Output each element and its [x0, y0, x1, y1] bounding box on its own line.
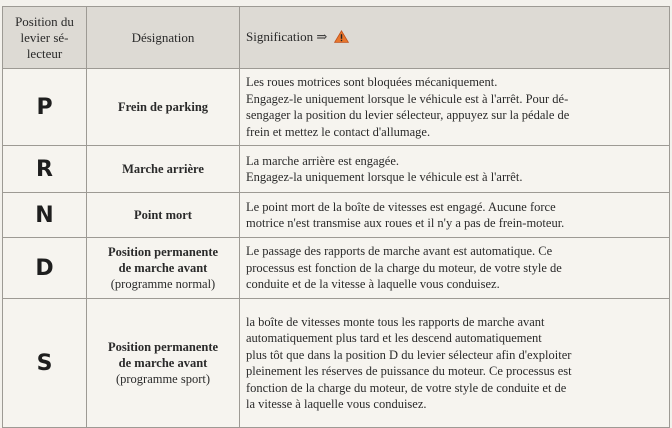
signification-line: motrice n'est transmise aux roues et il n'y a pas de frein-moteur. — [246, 216, 565, 230]
warning-triangle-icon — [334, 30, 349, 47]
header-position-line2: levier sé- — [20, 29, 69, 45]
table-row — [3, 69, 670, 146]
signification-line: processus est fonction de la charge du moteur, de votre style de — [246, 260, 562, 275]
signification-line: Les roues motrices sont bloquées mécaniquement. — [246, 75, 498, 89]
table-row — [3, 193, 670, 238]
signification-line: Engagez-le uniquement lorsque le véhicule est à l'arrêt. Pour dé- — [246, 91, 569, 106]
designation-line: Position permanente — [107, 340, 219, 354]
header-position — [3, 7, 87, 69]
header-signification-label: Signification — [246, 28, 314, 44]
designation-line: Position permanente — [107, 245, 219, 259]
designation-marche-avant-normal — [87, 238, 240, 299]
signification-line: pleinement les réserves de puissance du moteur. Ce processus est — [246, 364, 572, 378]
signification-cell — [240, 146, 670, 193]
header-designation: Désignation — [87, 7, 240, 69]
signification-line: frein et mettez le contact d'allumage. — [246, 124, 431, 139]
signification-line: sengager la position du levier sélecteur, appuyez sur la pédale de — [246, 108, 570, 122]
position-n: N — [3, 193, 87, 238]
signification-line: Le point mort de la boîte de vitesses est engagé. Aucune force — [246, 199, 556, 214]
table-row — [3, 299, 670, 428]
table-row — [3, 238, 670, 299]
gear-selector-table — [2, 6, 670, 428]
table-row — [3, 146, 670, 193]
signification-line: plus tôt que dans la position D du levier sélecteur afin d'exploiter — [246, 347, 572, 362]
designation-line: de marche avant — [118, 356, 208, 370]
designation-subtitle: (programme sport) — [115, 372, 211, 386]
signification-cell — [240, 238, 670, 299]
position-p: P — [3, 69, 87, 146]
signification-cell — [240, 193, 670, 238]
signification-line: Engagez-la uniquement lorsque le véhicule est à l'arrêt. — [246, 170, 523, 184]
designation-line: de marche avant — [118, 261, 208, 275]
designation-point-mort: Point mort — [87, 193, 240, 238]
position-s: S — [3, 299, 87, 428]
header-position-line1: Position du — [15, 13, 74, 29]
header-position-line3: lecteur — [26, 45, 63, 61]
header-signification — [240, 7, 670, 69]
designation-marche-avant-sport — [87, 299, 240, 428]
signification-line: fonction de la charge du moteur, de votre style de conduite et de — [246, 380, 567, 395]
signification-line: La marche arrière est engagée. — [246, 153, 400, 168]
signification-line: Le passage des rapports de marche avant est automatique. Ce — [246, 244, 553, 259]
position-r: R — [3, 146, 87, 193]
signification-line: automatiquement plus tard et les descend automatiquement — [246, 331, 542, 345]
designation-marche-arriere: Marche arrière — [87, 146, 240, 193]
position-d: D — [3, 238, 87, 299]
header-arrow: ⇒ — [316, 28, 328, 44]
signification-line: la boîte de vitesses monte tous les rapports de marche avant — [246, 314, 545, 329]
signification-line: la vitesse à laquelle vous conduisez. — [246, 397, 427, 411]
signification-cell — [240, 299, 670, 428]
designation-subtitle: (programme normal) — [110, 277, 216, 291]
designation-frein-de-parking: Frein de parking — [87, 69, 240, 146]
signification-cell — [240, 69, 670, 146]
table-header-row — [3, 7, 670, 69]
signification-line: conduite et de la vitesse à laquelle vous conduisez. — [246, 277, 500, 292]
